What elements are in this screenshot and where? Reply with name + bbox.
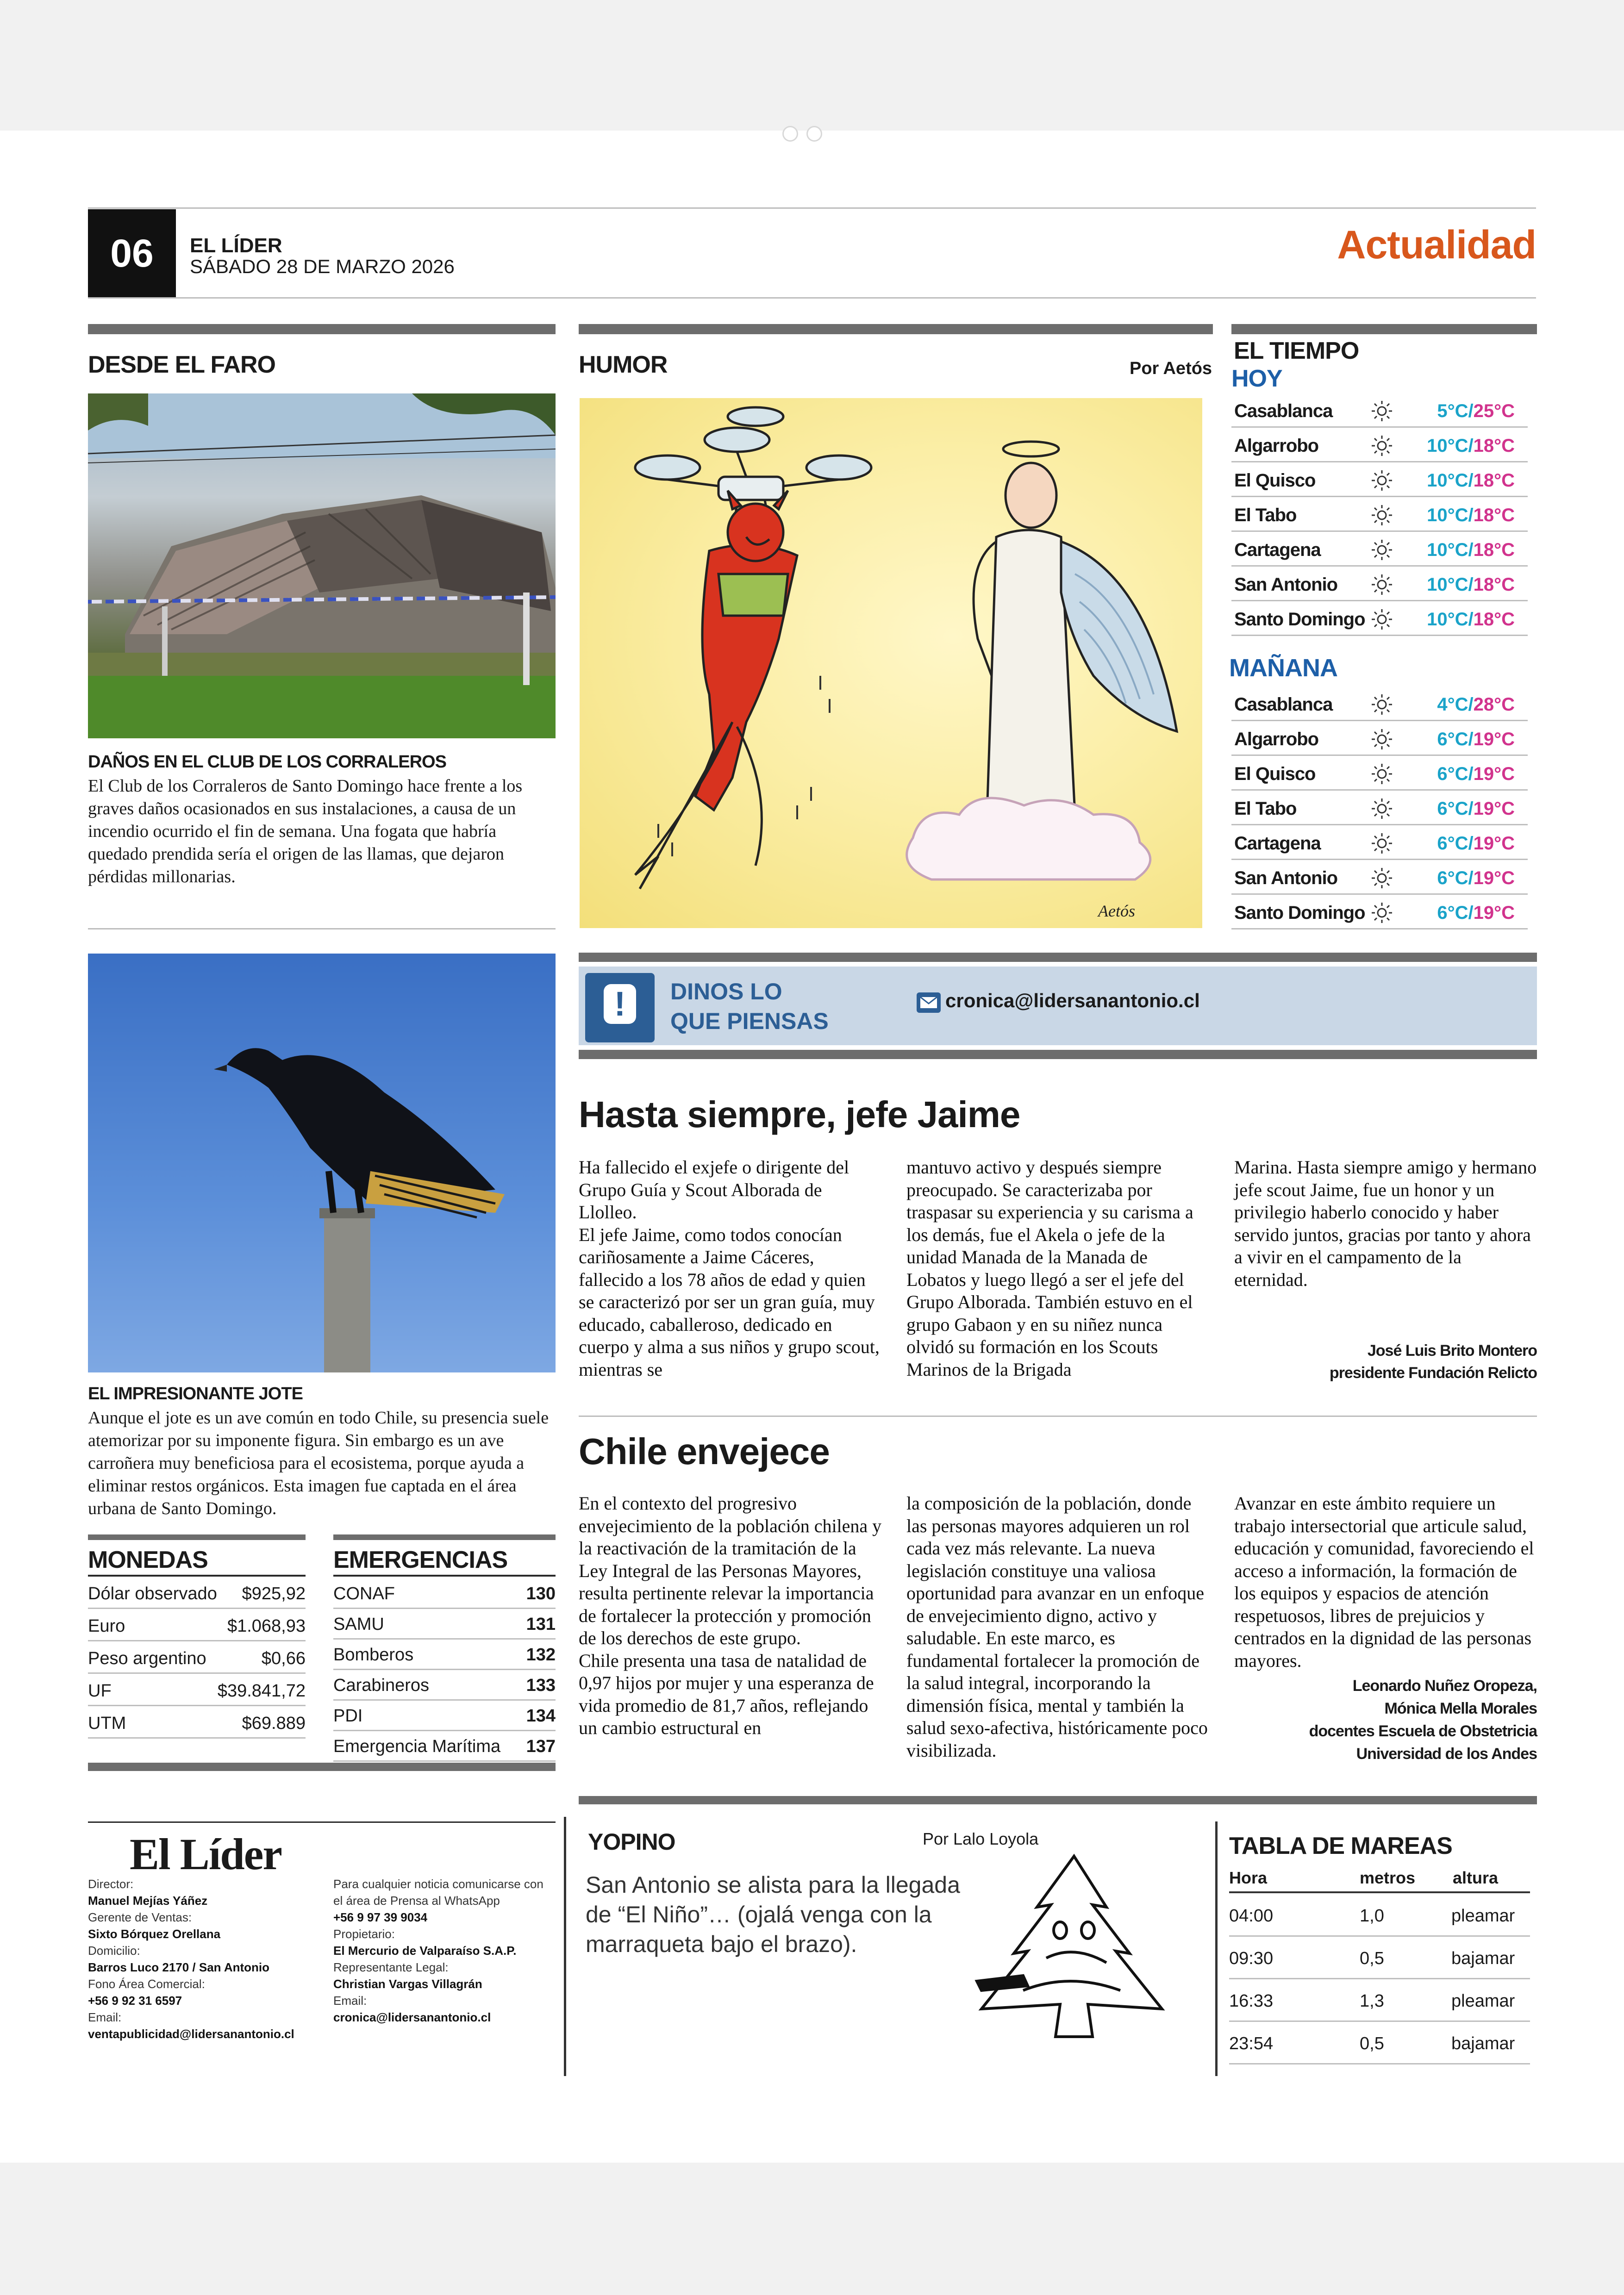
emergencias-value: 133 [526,1676,556,1695]
tide-hora: 09:30 [1229,1949,1274,1968]
weather-row-hoy [1231,603,1528,636]
vulture-illustration [88,954,556,1372]
article-2-sign-4: Universidad de los Andes [1356,1745,1537,1763]
weather-temp-low: 10°C [1427,505,1468,525]
weather-city: El Quisco [1234,470,1316,491]
paper-name: EL LÍDER [190,234,282,257]
weather-temp-high: 18°C [1473,540,1515,560]
weather-temp-separator: / [1468,903,1474,923]
weather-temp [1427,436,1515,456]
weather-city: Cartagena [1234,540,1321,560]
sun-icon [1366,796,1398,822]
weather-temp-low: 6°C [1437,798,1468,819]
weather-temp-separator: / [1468,694,1474,715]
weather-temp-high: 18°C [1473,609,1515,630]
weather-row-hoy [1231,533,1528,567]
weather-temp-low: 6°C [1437,729,1468,749]
weather-temp-separator: / [1468,436,1474,456]
emergencias-row [333,1699,556,1731]
mareas-header-metros: metros [1360,1868,1416,1887]
weather-temp-low: 10°C [1427,436,1468,456]
tide-metros: 0,5 [1360,1949,1384,1968]
sun-icon [1366,572,1398,598]
fire-caption-title: DAÑOS EN EL CLUB DE LOS CORRALEROS [88,752,446,772]
weather-row-manana [1231,723,1528,756]
weather-temp-high: 18°C [1473,505,1515,525]
emergencias-top-bar [333,1534,556,1540]
humor-top-bar [579,324,1213,334]
staff-value: Manuel Mejías Yáñez [88,1894,208,1908]
monedas-title: MONEDAS [88,1547,208,1573]
yopino-text: San Antonio se alista para la llegada de “El Niño”… (ojalá venga con la marraqueta bajo el brazo). [586,1872,960,1957]
dinos-email-link[interactable]: cronica@lidersanantonio.cl [945,990,1200,1011]
article-1-column-2: mantuvo activo y después siempre preocupado. Se caracterizaba por traspasar su experiencia y su carisma a los demás, fue el Akela o jefe de la unidad Manada de la Manada de Lobatos y luego llegó a ser el jefe del Grupo Alborada. También estuvo en el grupo Gabaon y en su niñez nunca olvidó su formación en los Scouts Marinos de la Brigada [906,1157,1193,1380]
yopino-author: Por Lalo Loyola [923,1829,1039,1848]
staff-label: Domicilio: [88,1944,140,1958]
mareas-title: TABLA DE MAREAS [1229,1833,1452,1859]
emergencias-value: 134 [526,1706,556,1726]
weather-temp-separator: / [1468,868,1474,888]
monedas-row [88,1674,306,1706]
tide-metros: 1,3 [1360,1991,1384,2011]
christmas-tree-cartoon [968,1852,1181,2046]
staff-label: Gerente de Ventas: [88,1910,192,1924]
monedas-top-bar [88,1534,306,1540]
weather-temp [1437,903,1515,923]
weather-city: Santo Domingo [1234,609,1365,630]
emergencias-value: 137 [526,1737,556,1756]
weather-temp-low: 5°C [1437,401,1468,421]
weather-temp-high: 18°C [1473,574,1515,595]
fire-damage-photo [88,393,556,738]
weather-row-hoy [1231,499,1528,532]
faro-divider [88,928,556,929]
monedas-value: $1.068,93 [227,1616,306,1636]
weather-temp-separator: / [1468,574,1474,595]
emergencias-label: Carabineros [333,1676,429,1695]
weather-city: Casablanca [1234,694,1333,715]
weather-temp-high: 19°C [1473,868,1515,888]
article-1-signature [1330,1340,1537,1384]
staff-value: Barros Luco 2170 / San Antonio [88,1960,270,1974]
weather-temp-separator: / [1468,764,1474,784]
weather-row-hoy [1231,464,1528,497]
sun-icon [1366,537,1398,563]
devil-drone-angel-cartoon [580,398,1202,928]
monedas-value: $39.841,72 [217,1681,306,1701]
mareas-header-altura: altura [1453,1868,1499,1887]
sun-icon [1366,502,1398,528]
fire-caption-text: El Club de los Corraleros de Santo Domingo hace frente a los graves daños ocasionados en sus instalaciones, a causa de un incendio ocurrido el fin de semana. Una fogata que habría quedado prendida sería el origen de las llamas, que dejaron pérdidas millonarias. [88,776,523,886]
weather-temp-low: 10°C [1427,470,1468,491]
staff-column-1 [88,1876,319,2042]
sun-icon [1366,398,1398,424]
dinos-top-bar [579,953,1537,962]
weather-city: Algarrobo [1234,436,1319,456]
weather-temp-high: 19°C [1473,729,1515,749]
articles-divider [579,1416,1537,1417]
weather-temp-high: 18°C [1473,470,1515,491]
dinos-line-2: QUE PIENSAS [670,1008,829,1034]
sun-icon [1366,830,1398,856]
humor-title: HUMOR [579,351,668,378]
staff-label: Representante Legal: [333,1960,449,1974]
staff-label: Email: [88,2010,122,2024]
weather-temp [1427,609,1515,630]
monedas-row [88,1641,306,1674]
tide-hora: 16:33 [1229,1991,1274,2011]
dinos-heading [670,977,829,1036]
staff-label: Propietario: [333,1927,395,1941]
vulture-photo [88,954,556,1372]
tide-altura: bajamar [1451,1949,1515,1968]
dinos-bottom-bar [579,1050,1537,1059]
tide-altura: pleamar [1451,1991,1515,2011]
emergencias-title: EMERGENCIAS [333,1547,508,1573]
monedas-value: $69.889 [242,1714,306,1733]
monedas-row [88,1609,306,1641]
weather-row-hoy [1231,394,1528,428]
emergencias-row [333,1607,556,1640]
weather-temp [1437,764,1515,785]
weather-temp [1427,470,1515,491]
weather-city: El Tabo [1234,505,1297,525]
dinos-banner [579,967,1537,1045]
weather-temp-low: 6°C [1437,833,1468,854]
weather-temp-low: 6°C [1437,868,1468,888]
weather-row-manana [1231,861,1528,895]
faro-top-bar [88,324,556,334]
sun-icon [1366,433,1398,459]
weather-row-hoy [1231,568,1528,601]
tide-altura: pleamar [1451,1906,1515,1926]
weather-temp [1437,833,1515,854]
header-bottom-rule [88,297,1536,299]
fire-damage-caption [88,752,556,888]
page-number: 06 [88,209,176,297]
staff-value: El Mercurio de Valparaíso S.A.P. [333,1944,517,1958]
weather-temp-separator: / [1468,540,1474,560]
staff-value: +56 9 92 31 6597 [88,1994,182,2008]
weather-temp [1427,505,1515,526]
mareas-header-row [1229,1865,1530,1893]
staff-value: cronica@lidersanantonio.cl [333,2010,491,2024]
yopino-title: YOPINO [588,1829,675,1855]
humor-cartoon [580,398,1202,928]
weather-temp-low: 10°C [1427,609,1468,630]
sun-icon [1366,865,1398,891]
staff-label: Fono Área Comercial: [88,1977,205,1991]
article-2-sign-1: Leonardo Nuñez Oropeza, [1352,1677,1537,1695]
weather-temp [1427,540,1515,561]
page-nav-dots[interactable] [782,126,838,144]
tide-row [1229,1894,1530,1937]
tiempo-title: EL TIEMPO [1234,337,1359,364]
weather-temp-high: 19°C [1473,903,1515,923]
monedas-label: UTM [88,1714,126,1733]
tide-metros: 0,5 [1360,2034,1384,2053]
monedas-label: Peso argentino [88,1649,206,1668]
tide-row [1229,2022,1530,2064]
weather-row-manana [1231,757,1528,791]
weather-temp-high: 18°C [1473,436,1515,456]
emergencias-label: CONAF [333,1584,395,1603]
article-2-column-1: En el contexto del progresivo envejecimiento de la población chilena y la reactivación de la tramitación de la Ley Integral de las Personas Mayores, resulta pertinente relevar la importancia de fortalecer la protección y promoción de los derechos de este grupo. Chile presenta una tasa de natalidad de 0,97 hijos por mujer y una esperanza de vida promedio de 81,7 años, reflejando un cambio estructural en [579,1493,882,1738]
weather-temp-high: 19°C [1473,798,1515,819]
staff-label: Para cualquier noticia comunicarse con el área de Prensa al WhatsApp [333,1877,543,1908]
faro-title: DESDE EL FARO [88,351,276,378]
monedas-value: $0,66 [261,1649,306,1668]
weather-city: Santo Domingo [1234,903,1365,923]
monedas-label: Dólar observado [88,1584,217,1603]
emergencias-row [333,1638,556,1670]
weather-temp-separator: / [1468,609,1474,630]
sun-icon [1366,468,1398,493]
staff-label: Email: [333,1994,367,2008]
emergencias-label: Bomberos [333,1645,414,1665]
weather-city: El Tabo [1234,798,1297,819]
weather-city: Algarrobo [1234,729,1319,749]
weather-temp [1437,401,1515,422]
weather-temp [1437,868,1515,889]
emergencias-row [333,1729,556,1762]
staff-value: +56 9 97 39 9034 [333,1910,428,1924]
emergencias-value: 132 [526,1645,556,1665]
mail-icon [917,992,941,1013]
weather-row-manana [1231,827,1528,860]
tiempo-top-bar [1231,324,1537,334]
article-1-title: Hasta siempre, jefe Jaime [579,1094,1020,1135]
weather-row-hoy [1231,429,1528,462]
weather-city: Casablanca [1234,401,1333,421]
staff-label: Director: [88,1877,134,1891]
weather-temp-high: 19°C [1473,764,1515,784]
mareas-header-hora: Hora [1229,1868,1268,1887]
weather-temp-high: 28°C [1473,694,1515,715]
staff-top-rule [88,1821,556,1823]
weather-city: San Antonio [1234,574,1338,595]
mareas-vertical-rule [1215,1821,1218,2076]
weather-temp [1437,729,1515,750]
emergencias-label: SAMU [333,1615,384,1634]
weather-temp-separator: / [1468,505,1474,525]
weather-temp-low: 6°C [1437,764,1468,784]
fire-damage-illustration [88,393,556,738]
weather-temp-high: 19°C [1473,833,1515,854]
weather-city: Cartagena [1234,833,1321,854]
weather-temp-low: 4°C [1437,694,1468,715]
tide-row [1229,1979,1530,2022]
weather-city: El Quisco [1234,764,1316,784]
weather-temp-low: 10°C [1427,574,1468,595]
staff-column-2 [333,1876,556,2026]
weather-city: San Antonio [1234,868,1338,888]
article-2-column-3: Avanzar en este ámbito requiere un trabajo intersectorial que articule salud, educación y comunidad, favoreciendo el acceso a información, la formación de los equipos y espacios de atención respetuosos, libres de prejuicios y centrados en la dignidad de las personas mayores. [1234,1493,1534,1671]
tide-hora: 04:00 [1229,1906,1274,1926]
sun-icon [1366,692,1398,717]
weather-temp-high: 25°C [1473,401,1515,421]
weather-temp [1437,798,1515,819]
monedas-label: UF [88,1681,112,1701]
el-lider-logo: El Líder [130,1829,282,1879]
tide-metros: 1,0 [1360,1906,1384,1926]
weather-temp-low: 6°C [1437,903,1468,923]
monedas-value: $925,92 [242,1584,306,1603]
weather-row-manana [1231,896,1528,929]
emergencias-row [333,1577,556,1609]
section-name: Actualidad [1337,223,1536,267]
monedas-row [88,1706,306,1739]
left-bottom-bar [88,1763,556,1771]
weather-row-manana [1231,792,1528,825]
article-1-sign-role: presidente Fundación Relicto [1329,1364,1537,1382]
article-1-sign-name: José Luis Brito Montero [1367,1342,1537,1360]
staff-vertical-rule [564,1817,566,2076]
vulture-caption-title: EL IMPRESIONANTE JOTE [88,1384,303,1403]
hoy-label: HOY [1231,365,1282,392]
weather-temp-separator: / [1468,470,1474,491]
article-2-column-2: la composición de la población, donde las personas mayores adquieren un rol cada vez más relevante. La nueva legislación constituye una valiosa oportunidad para avanzar en un enfoque de envejecimiento digno, activo y saludable. En este marco, es fundamental fortalecer la promoción de la salud integral, incorporando la dimensión física, mental y también la salud sexo-afectiva, históricamente poco visibilizada. [906,1493,1208,1761]
emergencias-value: 130 [526,1584,556,1603]
monedas-label: Euro [88,1616,125,1636]
emergencias-label: Emergencia Marítima [333,1737,501,1756]
staff-value: Christian Vargas Villagrán [333,1977,482,1991]
dinos-line-1: DINOS LO [670,979,782,1004]
monedas-row [88,1577,306,1609]
emergencias-row [333,1668,556,1701]
yopino-cartoon [968,1852,1181,2046]
humor-author: Por Aetós [1130,359,1212,378]
article-2-sign-2: Mónica Mella Morales [1384,1700,1537,1717]
issue-date: SÁBADO 28 DE MARZO 2026 [190,256,455,277]
sun-icon [1366,900,1398,926]
next-page-dot[interactable] [806,126,822,142]
manana-label: MAÑANA [1229,654,1337,682]
vulture-caption [88,1384,556,1520]
tide-row [1229,1937,1530,1979]
vulture-caption-text: Aunque el jote es un ave común en todo Chile, su presencia suele atemorizar por su imponente figura. Sin embargo es un ave carroñera muy beneficiosa para el ecosistema, porque ayuda a eliminar restos orgánicos. Esta imagen fue captada en el área urbana de Santo Domingo. [88,1408,549,1518]
article-2-sign-3: docentes Escuela de Obstetricia [1309,1722,1537,1740]
sun-icon [1366,761,1398,787]
article-2-signature [1309,1675,1537,1765]
emergencias-label: PDI [333,1706,363,1726]
sun-icon [1366,726,1398,752]
header-top-rule [88,207,1536,209]
weather-row-manana [1231,688,1528,721]
prev-page-dot[interactable] [782,126,798,142]
weather-temp [1427,574,1515,595]
cartoon-signature: Aetós [1098,902,1135,920]
weather-temp-separator: / [1468,833,1474,854]
yopino-top-bar [579,1796,1537,1804]
article-1-column-1: Ha fallecido el exjefe o dirigente del Grupo Guía y Scout Alborada de Llolleo. El jefe Jaime, como todos conocían cariñosamente a Jaime Cáceres, fallecido a los 78 años de edad y quien se caracterizó por ser un gran guía, muy educado, caballeroso, dedicado en cuerpo y alma a sus niños y grupo scout, mientras se [579,1157,880,1380]
alert-icon-box [585,973,655,1042]
staff-value: ventapublicidad@lidersanantonio.cl [88,2027,294,2041]
article-2-title: Chile envejece [579,1431,830,1472]
exclamation-icon: ! [604,984,636,1024]
weather-temp-separator: / [1468,729,1474,749]
staff-value: Sixto Bórquez Orellana [88,1927,221,1941]
weather-temp [1437,694,1515,715]
article-1-column-3: Marina. Hasta siempre amigo y hermano jefe scout Jaime, fue un honor y un privilegio haberlo conocido y haber servido juntos, gracias por tanto y ahora a vivir en el campamento de la eternidad. [1234,1157,1537,1290]
weather-temp-separator: / [1468,798,1474,819]
sun-icon [1366,606,1398,632]
weather-temp-low: 10°C [1427,540,1468,560]
weather-temp-separator: / [1468,401,1474,421]
tide-hora: 23:54 [1229,2034,1274,2053]
tide-altura: bajamar [1451,2034,1515,2053]
emergencias-value: 131 [526,1615,556,1634]
